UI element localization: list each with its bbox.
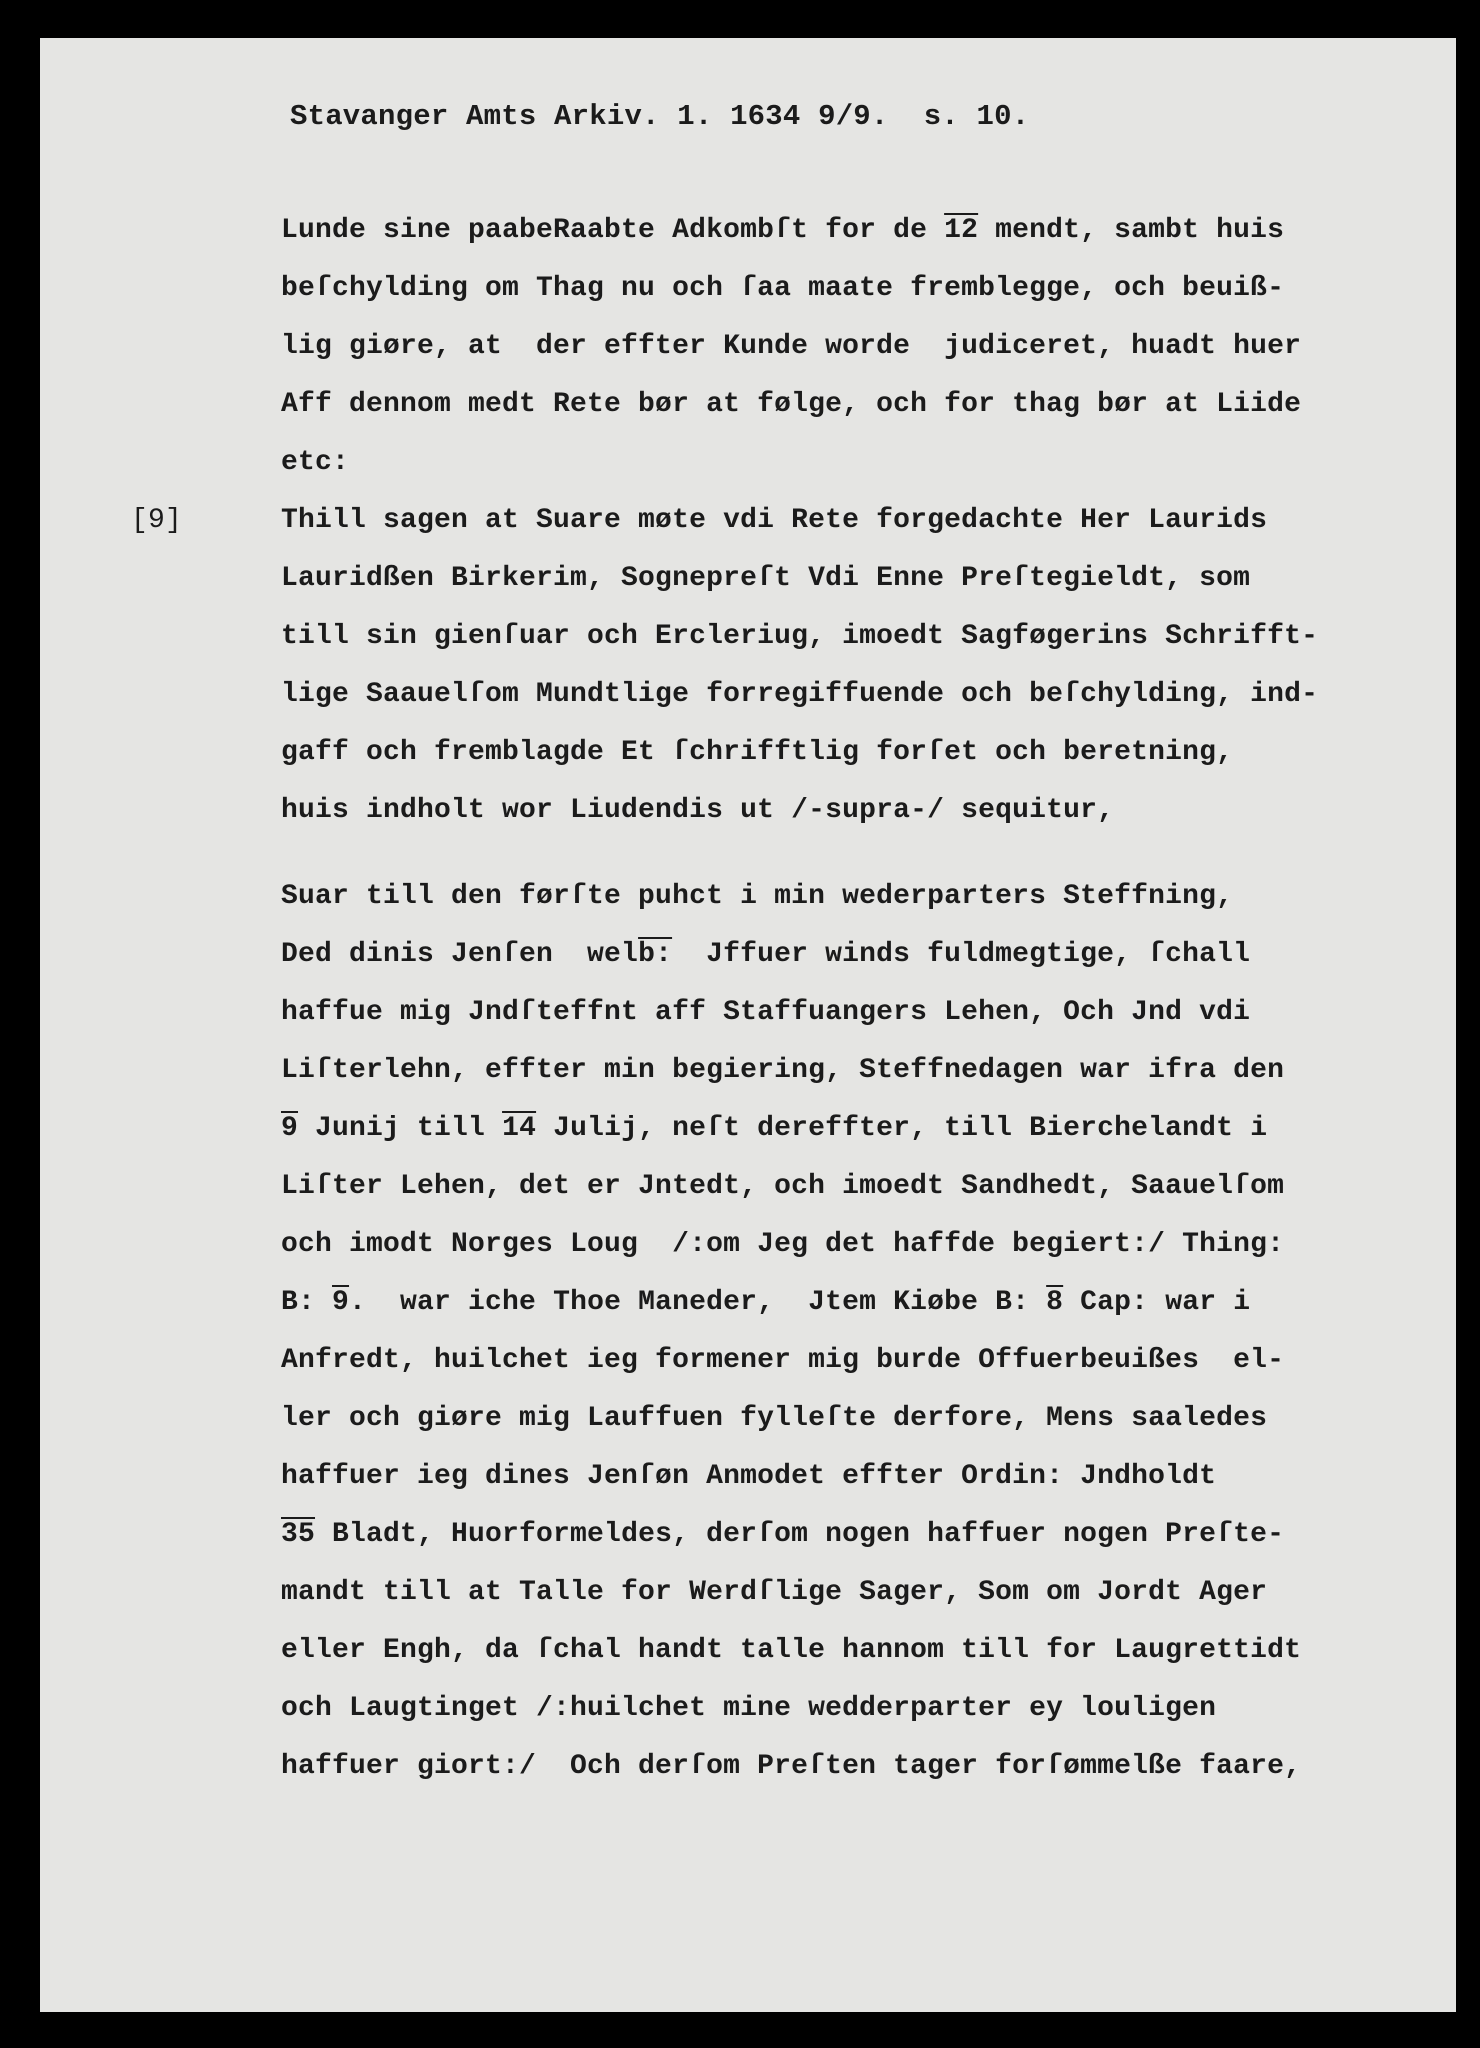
- overlined-numeral: 8: [1046, 1287, 1064, 1318]
- text-segment: mandt till at Talle for Werdſlige Sager, Som om Jordt Ager: [281, 1577, 1268, 1608]
- text-segment: Suar till den førſte puhct i min wederparters Steffning,: [281, 881, 1234, 912]
- text-line: [281, 550, 1381, 608]
- text-segment: Cap: war i: [1063, 1287, 1251, 1318]
- text-segment: beſchylding om Thag nu och ſaa maate fremblegge, och beuiß-: [281, 273, 1285, 304]
- text-line: [281, 926, 1381, 984]
- text-segment: Ded dinis Jenſen wel: [281, 939, 639, 970]
- text-line: [281, 1332, 1381, 1390]
- text-segment: Julij, neſt dereffter, till Bierchelandt i: [536, 1113, 1268, 1144]
- text-line: [281, 1448, 1381, 1506]
- text-line: [281, 1274, 1381, 1332]
- text-line: [281, 1680, 1381, 1738]
- overlined-numeral: 14: [502, 1113, 537, 1144]
- overlined-numeral: 9: [281, 1113, 299, 1144]
- text-segment: mendt, sambt huis: [978, 215, 1285, 246]
- text-segment: eller Engh, da ſchal handt talle hannom till for Laugrettidt: [281, 1635, 1302, 1666]
- paragraph: [131, 492, 1381, 840]
- text-segment: Lunde sine paabeRaabte Adkombſt for de: [281, 215, 945, 246]
- text-segment: Junij till: [298, 1113, 503, 1144]
- document-body: [131, 202, 1381, 1796]
- text-line: [281, 1564, 1381, 1622]
- text-segment: gaff och fremblagde Et ſchrifftlig forſet och beretning,: [281, 737, 1234, 768]
- text-line: [281, 724, 1381, 782]
- text-segment: etc:: [281, 447, 350, 478]
- text-segment: Bladt, Huorformeldes, derſom nogen haffuer nogen Preſte-: [315, 1519, 1285, 1550]
- text-line: [281, 202, 1381, 260]
- overlined-numeral: 9: [332, 1287, 350, 1318]
- text-segment: . war iche Thoe Maneder, Jtem Kiøbe B:: [349, 1287, 1047, 1318]
- text-segment: Thill sagen at Suare møte vdi Rete forgedachte Her Laurids: [281, 505, 1268, 536]
- overlined-numeral: b:: [638, 939, 673, 970]
- overlined-numeral: 12: [944, 215, 979, 246]
- overlined-numeral: 35: [281, 1519, 316, 1550]
- archive-reference-header: Stavanger Amts Arkiv. 1. 1634 9/9. s. 10.: [290, 100, 1030, 133]
- text-segment: B:: [281, 1287, 333, 1318]
- text-line: [281, 1158, 1381, 1216]
- text-line: [281, 666, 1381, 724]
- text-line: [281, 608, 1381, 666]
- text-line: [281, 318, 1381, 376]
- text-segment: och imodt Norges Loug /:om Jeg det haffde begiert:/ Thing:: [281, 1229, 1285, 1260]
- text-segment: lige Saauelſom Mundtlige forregiffuende och beſchylding, ind-: [281, 679, 1319, 710]
- text-line: [281, 1506, 1381, 1564]
- paragraph: [281, 202, 1381, 492]
- text-line: [281, 868, 1381, 926]
- text-line: [281, 1390, 1381, 1448]
- text-line: [281, 492, 1381, 550]
- text-line: [281, 1216, 1381, 1274]
- text-segment: haffuer ieg dines Jenſøn Anmodet effter Ordin: Jndholdt: [281, 1461, 1217, 1492]
- text-line: [281, 1738, 1381, 1796]
- text-segment: Aff dennom medt Rete bør at følge, och for thag bør at Liide: [281, 389, 1302, 420]
- text-segment: huis indholt wor Liudendis ut /-supra-/ sequitur,: [281, 795, 1115, 826]
- text-line: [281, 984, 1381, 1042]
- text-line: [281, 434, 1381, 492]
- text-segment: haffuer giort:/ Och derſom Preſten tager forſømmelße faare,: [281, 1751, 1302, 1782]
- text-line: [281, 1100, 1381, 1158]
- text-segment: Anfredt, huilchet ieg formener mig burde Offuerbeuißes el-: [281, 1345, 1285, 1376]
- paragraph: [281, 868, 1381, 1796]
- text-line: [281, 260, 1381, 318]
- text-line: [281, 376, 1381, 434]
- text-segment: till sin gienſuar och Ercleriug, imoedt Sagføgerins Schrifft-: [281, 621, 1319, 652]
- text-segment: Jffuer winds fuldmegtige, ſchall: [672, 939, 1251, 970]
- text-segment: och Laugtinget /:huilchet mine wedderparter ey louligen: [281, 1693, 1217, 1724]
- folio-marker: [9]: [131, 505, 183, 536]
- text-segment: lig giøre, at der effter Kunde worde judiceret, huadt huer: [281, 331, 1302, 362]
- text-line: [281, 1042, 1381, 1100]
- text-segment: Liſterlehn, effter min begiering, Steffnedagen war ifra den: [281, 1055, 1285, 1086]
- text-segment: ler och giøre mig Lauffuen fylleſte derfore, Mens saaledes: [281, 1403, 1268, 1434]
- text-segment: Lauridßen Birkerim, Sognepreſt Vdi Enne Preſtegieldt, som: [281, 563, 1251, 594]
- text-segment: haffue mig Jndſteffnt aff Staffuangers Lehen, Och Jnd vdi: [281, 997, 1251, 1028]
- text-line: [281, 782, 1381, 840]
- text-segment: Liſter Lehen, det er Jntedt, och imoedt Sandhedt, Saauelſom: [281, 1171, 1285, 1202]
- text-line: [281, 1622, 1381, 1680]
